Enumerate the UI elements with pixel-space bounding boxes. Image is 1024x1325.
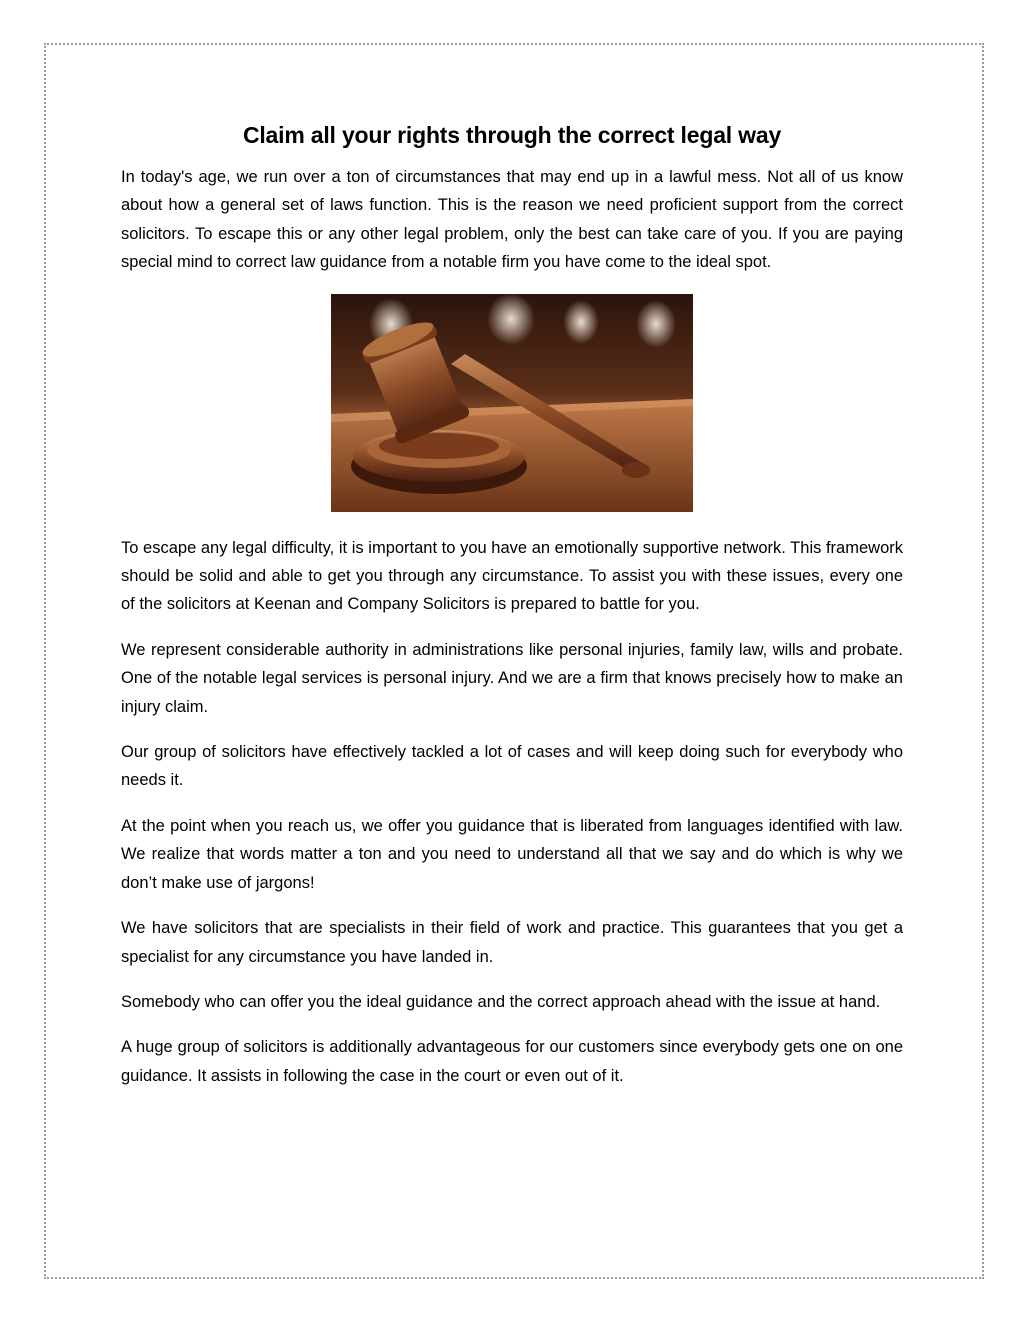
paragraph-services: We represent considerable authority in administrations like personal injuries, family law, wills and probate. One of the notable legal services is personal injury. And we are a firm that knows precisely how to make an injury claim. (121, 640, 903, 716)
document-body (121, 122, 903, 1107)
paragraph-ideal-guidance: Somebody who can offer you the ideal guidance and the correct approach ahead with the issue at hand. (121, 992, 881, 1011)
page-title: Claim all your rights through the correct legal way (242, 122, 782, 148)
paragraph-specialists: We have solicitors that are specialists in their field of work and practice. This guarantees that you get a specialist for any circumstance you have landed in. (121, 919, 903, 966)
gavel-icon (331, 294, 693, 512)
paragraph-group: A huge group of solicitors is additionally advantageous for our customers since everybody gets one on one guidance. It assists in following the case in the court or even out of it. (121, 1038, 903, 1085)
paragraph-intro: In today's age, we run over a ton of circumstances that may end up in a lawful mess. Not all of us know about how a general set of laws function. This is the reason we need proficient support from the correct solicitors. To escape this or any other legal problem, only the best can take care of you. If you are paying special mind to correct law guidance from a notable firm you have come to the ideal spot. (121, 168, 903, 272)
paragraph-guidance: At the point when you reach us, we offer you guidance that is liberated from languages identified with law. We realize that words matter a ton and you need to understand all that we say and do which is why we don’t make use of jargons! (121, 816, 903, 892)
paragraph-support-network: To escape any legal difficulty, it is important to you have an emotionally supportive network. This framework should be solid and able to get you through any circumstance. To assist you with these issues, every one of the solicitors at Keenan and Company Solicitors is prepared to battle for you. (121, 538, 903, 614)
gavel-photo (331, 294, 693, 512)
paragraph-cases: Our group of solicitors have effectively tackled a lot of cases and will keep doing such for everybody who needs it. (121, 743, 903, 790)
